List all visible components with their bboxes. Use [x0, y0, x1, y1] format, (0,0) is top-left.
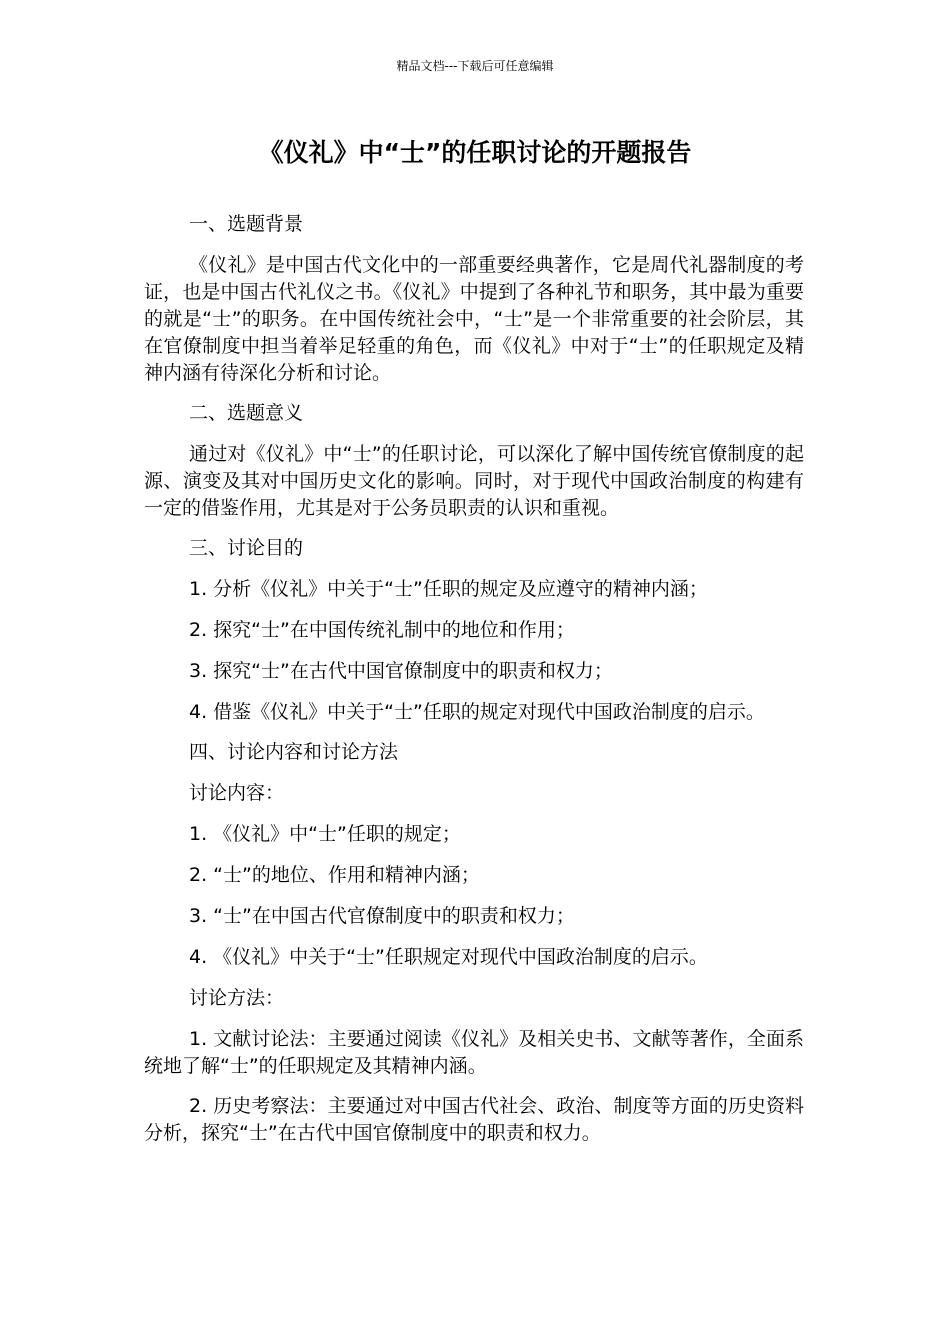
document-title: 《仪礼》中“士”的任职讨论的开题报告	[258, 138, 692, 167]
objective-item: 3. 探究“士”在古代中国官僚制度中的职责和权力；	[189, 660, 613, 682]
section-heading-objectives: 三、讨论目的	[189, 537, 304, 559]
paragraph-significance: 通过对《仪礼》中“士”的任职讨论，可以深化了解中国传统官僚制度的起源、演变及其对中国历史文化的影响。同时，对于现代中国政治制度的构建有一定的借鉴作用，尤其是对于公务员职责的认识和重视。	[144, 443, 804, 519]
objective-item: 1. 分析《仪礼》中关于“士”任职的规定及应遵守的精神内涵；	[189, 578, 708, 600]
method-item: 1. 文献讨论法：主要通过阅读《仪礼》及相关史书、文献等著作，全面系统地了解“士”的任职规定及其精神内涵。	[144, 1028, 804, 1077]
content-item: 1. 《仪礼》中“士”任职的规定；	[189, 823, 461, 845]
objective-item: 2. 探究“士”在中国传统礼制中的地位和作用；	[189, 619, 575, 641]
paragraph-background: 《仪礼》是中国古代文化中的一部重要经典著作，它是周代礼器制度的考证，也是中国古代礼仪之书。《仪礼》中提到了各种礼节和职务，其中最为重要的就是“士”的职务。在中国传统社会中，“士”是一个非常重要的社会阶层，其在官僚制度中担当着举足轻重的角色，而《仪礼》中对于“士”的任职规定及精神内涵有待深化分析和讨论。	[144, 254, 804, 384]
document-body	[144, 211, 804, 1160]
method-item: 2. 历史考察法：主要通过对中国古代社会、政治、制度等方面的历史资料分析，探究“士”在古代中国官僚制度中的职责和权力。	[144, 1095, 804, 1144]
content-item: 2. “士”的地位、作用和精神内涵；	[189, 864, 480, 886]
section-heading-background: 一、选题背景	[189, 213, 304, 235]
content-item: 3. “士”在中国古代官僚制度中的职责和权力；	[189, 905, 575, 927]
section-heading-content-methods: 四、讨论内容和讨论方法	[189, 741, 399, 763]
subheading-methods: 讨论方法：	[189, 987, 285, 1009]
page-header: 精品文档---下载后可任意编辑	[396, 59, 554, 73]
objective-item: 4. 借鉴《仪礼》中关于“士”任职的规定对现代中国政治制度的启示。	[189, 701, 765, 723]
section-heading-significance: 二、选题意义	[189, 402, 304, 424]
subheading-content: 讨论内容：	[189, 782, 285, 804]
content-item: 4. 《仪礼》中关于“士”任职规定对现代中国政治制度的启示。	[189, 946, 708, 968]
